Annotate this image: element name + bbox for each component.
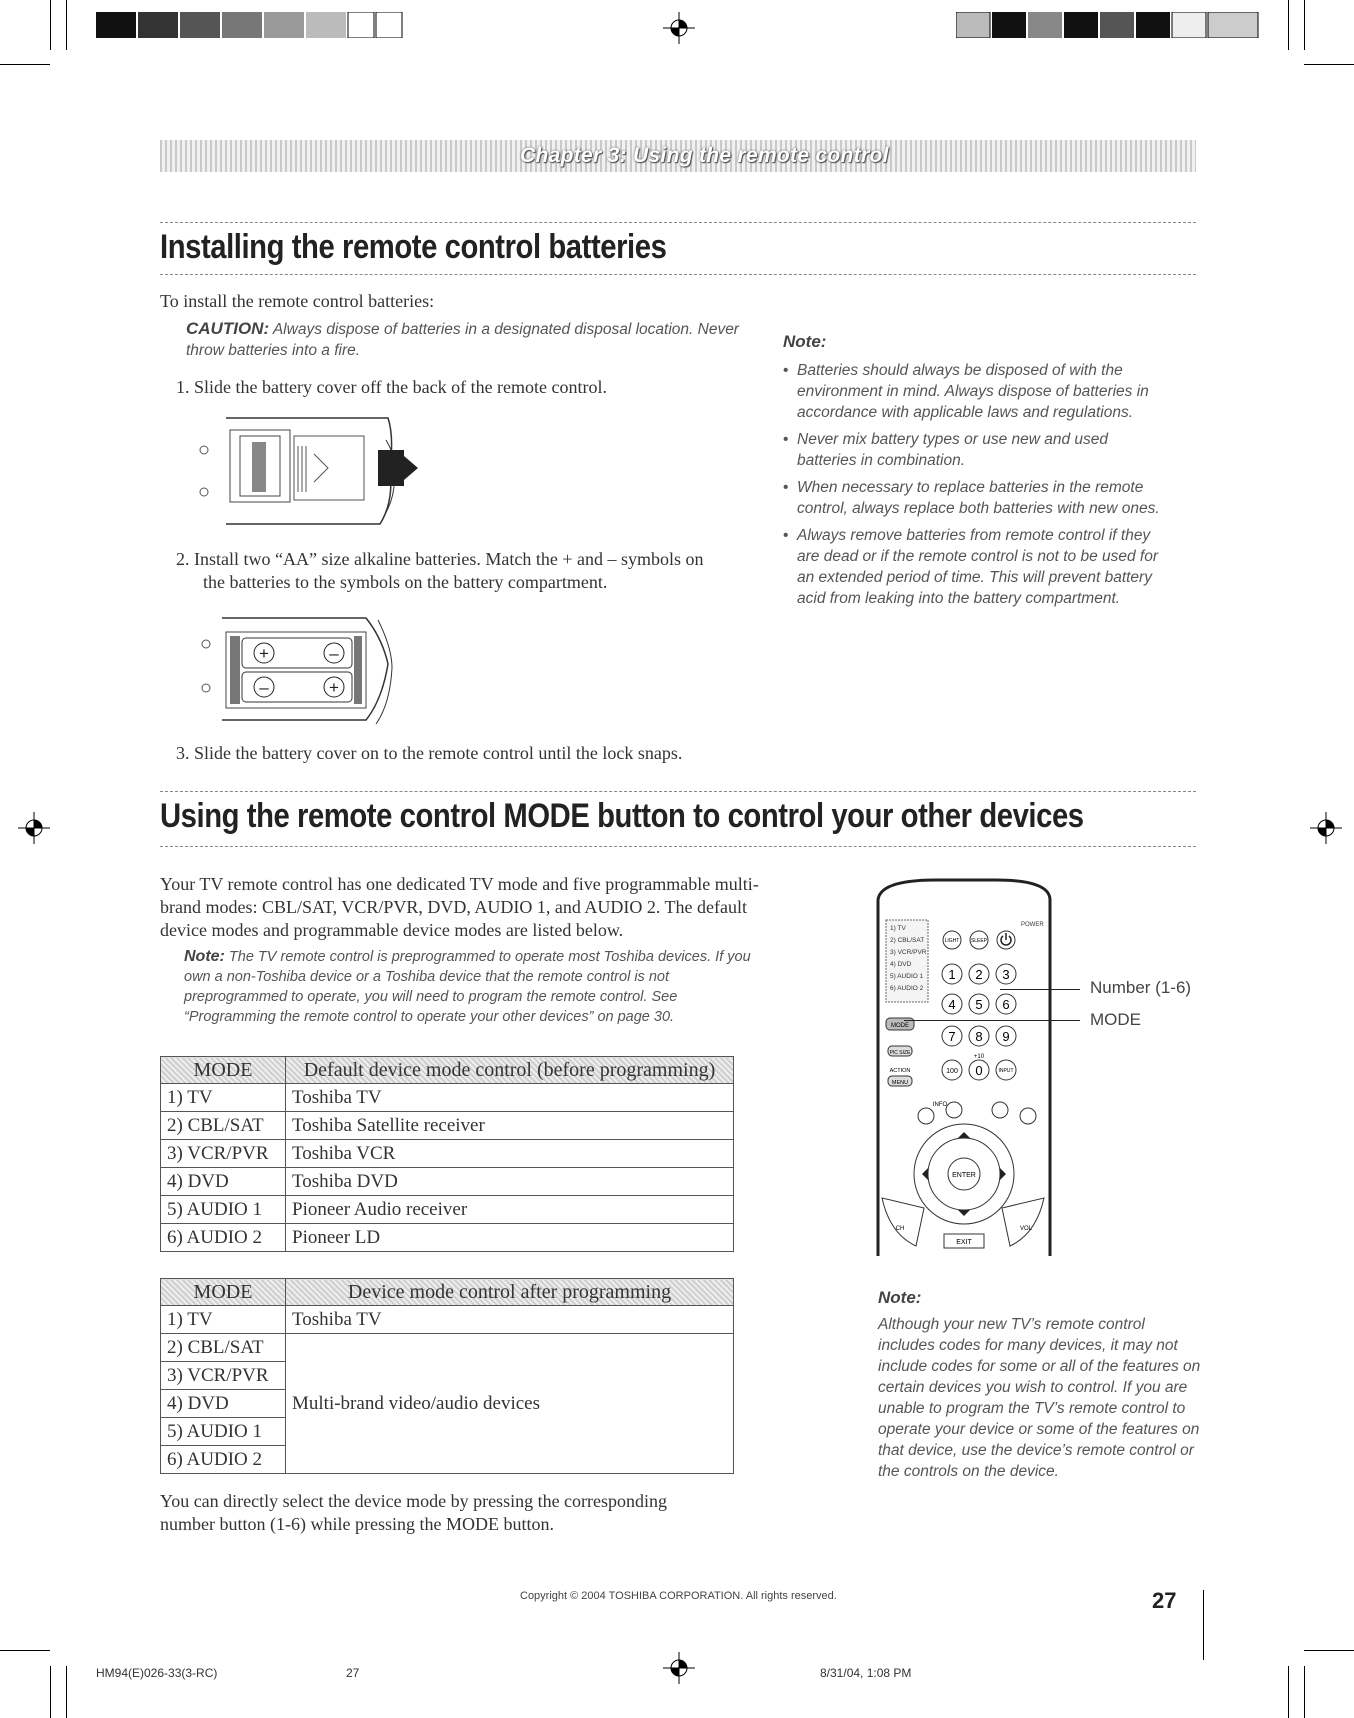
remote-key: 1 [948,967,956,982]
table-cell: 4) DVD [161,1168,286,1196]
table-cell: Toshiba VCR [286,1140,734,1168]
caution-label: CAUTION: [186,319,270,338]
caution-text: Always dispose of batteries in a designated disposal location. Never throw batteries into a fire. [186,321,739,359]
remote-key: ACTION [889,1068,911,1074]
registration-mark-bottom [663,1652,695,1684]
rule [160,791,1196,792]
svg-text:6) AUDIO 2 [890,985,924,992]
remote-control-illustration [876,878,1056,1256]
note-label: Note: [783,332,827,351]
remote-mode-label: 4) DVD [890,961,912,968]
table-header: MODE [161,1279,286,1306]
remote-key: LIGHT [944,938,960,944]
print-datetime: 8/31/04, 1:08 PM [820,1666,912,1680]
table-cell: 1) TV [161,1084,286,1112]
remote-key: INPUT [998,1068,1014,1074]
job-id: HM94(E)026-33(3-RC) [96,1666,218,1680]
table-cell: 2) CBL/SAT [161,1112,286,1140]
table-cell: Toshiba Satellite receiver [286,1112,734,1140]
table-cell: Pioneer Audio receiver [286,1196,734,1224]
default-modes-table [160,1056,734,1252]
table-row [161,1224,734,1252]
side-note-text: Although your new TV’s remote control includes codes for many devices, it may not include codes for some or all of the features on certain devices you wish to control. If you are unable to program the TV’s remote control to operate your device or some of the features on that device, use the device’s remote control or the controls on the device. [878,1316,1201,1480]
callout-line-mode [904,1020,1080,1021]
page-number: 27 [1152,1588,1177,1613]
table-cell: 6) AUDIO 2 [161,1224,286,1252]
subheading: To install the remote control batteries: [160,291,435,311]
side-note-label: Note: [878,1288,922,1307]
battery-symbol: – [329,644,339,663]
remote-mode-label: 1) TV [890,925,906,932]
registration-mark-left [18,812,50,844]
table-cell: Pioneer LD [286,1224,734,1252]
note-item: • Always remove batteries from remote control if they are dead or if the remote control is not to be used for an extended period of time. This will prevent battery acid from leaking into the battery compartment. [783,525,1168,609]
remote-key: PIC SIZE [889,1050,911,1056]
table-header: Default device mode control (before programming) [286,1057,734,1084]
color-bar-right [956,12,1266,38]
table-cell: 5) AUDIO 1 [161,1196,286,1224]
remote-mode-label: 6) AUDIO 2 [890,985,924,992]
copyright: Copyright © 2004 TOSHIBA CORPORATION. All rights reserved. [520,1590,837,1602]
section-title: Installing the remote control batteries [160,228,667,266]
step-2-line1: 2. Install two “AA” size alkaline batteries. Match the + and – symbols on [176,549,704,569]
table-header: MODE [161,1057,286,1084]
battery-symbol: + [329,678,339,697]
remote-key: MODE [891,1023,909,1029]
note [184,947,754,1027]
svg-text:2) CBL/SAT [890,937,924,944]
table-row [161,1084,734,1112]
remote-key: 3 [1002,967,1010,982]
note-item: • Batteries should always be disposed of with the environment in mind. Always dispose of batteries in accordance with applicable laws and regulations. [783,360,1168,423]
battery-symbol: – [259,678,269,697]
remote-key: 100 [946,1068,958,1075]
table-row [161,1140,734,1168]
remote-key: CH [895,1226,905,1232]
battery-symbol: + [259,644,269,663]
note-item: • When necessary to replace batteries in the remote control, always replace both batteries with new ones. [783,477,1168,519]
callout-mode: MODE [1090,1010,1141,1029]
remote-key: SLEEP [970,938,988,944]
remote-key: 7 [948,1029,956,1044]
remote-key: +10 [973,1054,985,1060]
table-cell: 1) TV [161,1306,286,1334]
remote-mode-label: 5) AUDIO 1 [890,973,924,980]
table-cell: 2) CBL/SAT [161,1334,286,1362]
remote-power-label: POWER [1021,922,1044,928]
remote-key: 5 [975,997,983,1012]
note-item: • Never mix battery types or use new and used batteries in combination. [783,429,1168,471]
note-label: Note: [184,948,225,965]
outro-paragraph: You can directly select the device mode by pressing the corresponding number button (1-6) while pressing the MODE button. [160,1491,668,1534]
table-row [161,1196,734,1224]
registration-mark-top [663,12,695,44]
note-text: The TV remote control is preprogrammed to operate most Toshiba devices. If you own a non-Toshiba device or a Toshiba device that the remote control is not preprogrammed to operate, you will need to program the remote control. See “Programming the remote control to operate your other devices” on page 30. [184,949,751,1025]
svg-text:5) AUDIO 1 [890,973,924,980]
note-list [783,360,1168,615]
remote-key: 4 [948,997,956,1012]
table-cell: 6) AUDIO 2 [161,1446,286,1474]
caution [186,318,746,361]
job-page: 27 [346,1666,360,1680]
chapter-title: Chapter 3: Using the remote control [520,144,889,167]
table-cell: Toshiba TV [286,1306,734,1334]
battery-compartment-illustration [196,608,436,726]
remote-key: 6 [1002,997,1010,1012]
remote-key: 2 [975,967,983,982]
svg-text:3) VCR/PVR [890,949,927,956]
rule [160,274,1196,275]
remote-key: 9 [1002,1029,1010,1044]
callout-line-number [1000,989,1080,990]
rule [160,222,1196,223]
table-cell: 4) DVD [161,1390,286,1418]
table-cell: Toshiba DVD [286,1168,734,1196]
remote-mode-label: 2) CBL/SAT [890,937,925,944]
table-cell: Toshiba TV [286,1084,734,1112]
callout-number: Number (1-6) [1090,978,1192,997]
step-1: 1. Slide the battery cover off the back of the remote control. [176,377,608,397]
remote-key: EXIT [956,1239,972,1246]
section-title: Using the remote control MODE button to control your other devices [160,797,1084,835]
remote-key: 0 [975,1063,983,1078]
table-cell-merged: Multi-brand video/audio devices [286,1334,734,1474]
svg-text:1) TV [890,925,906,932]
step-3: 3. Slide the battery cover on to the remote control until the lock snaps. [176,743,683,763]
programmed-modes-table [160,1278,734,1474]
color-bar-left [96,12,406,38]
rule [160,846,1196,847]
table-row [161,1168,734,1196]
remote-key: INFO [932,1102,948,1108]
table-cell: 5) AUDIO 1 [161,1418,286,1446]
intro-paragraph: Your TV remote control has one dedicated TV mode and five programmable multi-brand modes: CBL/SAT, VCR/PVR, DVD, AUDIO 1, and AUDIO 2. The default device modes and programmable device modes are listed below. [160,874,759,940]
table-row [161,1306,734,1334]
table-row [161,1334,734,1362]
remote-mode-label: 3) VCR/PVR [890,949,927,956]
remote-key: 8 [975,1029,983,1044]
remote-key: ENTER [952,1172,976,1179]
svg-text:4) DVD [890,961,912,968]
battery-cover-illustration [196,416,436,528]
table-header: Device mode control after programming [286,1279,734,1306]
table-cell: 3) VCR/PVR [161,1362,286,1390]
registration-mark-right [1310,812,1342,844]
table-cell: 3) VCR/PVR [161,1140,286,1168]
step-2-line2: the batteries to the symbols on the battery compartment. [203,572,608,592]
table-row [161,1112,734,1140]
remote-key: MENU [891,1080,909,1086]
remote-key: VOL [1019,1226,1033,1232]
